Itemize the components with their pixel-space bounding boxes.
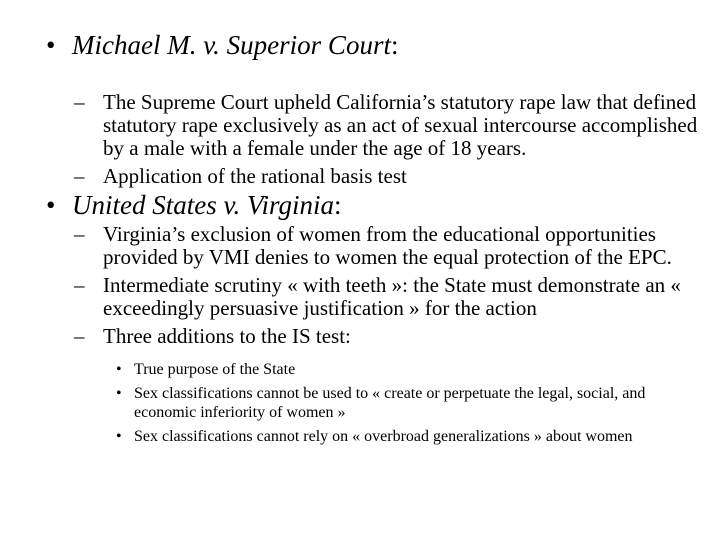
- sub-point: [116, 360, 654, 379]
- point-text: Intermediate scrutiny « with teeth »: the State must demonstrate an « exceedingly persuasive justification » for the action: [103, 273, 681, 320]
- dash-icon: –: [74, 90, 85, 114]
- dash-icon: –: [74, 164, 85, 188]
- bullet-icon: •: [46, 190, 56, 220]
- case-heading: [46, 30, 686, 60]
- dash-icon: –: [74, 324, 85, 348]
- dash-icon: –: [74, 273, 85, 297]
- sub-point-text: Sex classifications cannot be used to « create or perpetuate the legal, social, and economic inferiority of women »: [134, 385, 646, 421]
- sub-point: [116, 384, 654, 422]
- case-point: [74, 274, 703, 320]
- title-colon: :: [333, 190, 342, 220]
- title-colon: :: [390, 30, 399, 60]
- bullet-icon: •: [116, 385, 122, 402]
- bullet-icon: •: [116, 428, 122, 445]
- dash-icon: –: [74, 222, 85, 246]
- bullet-icon: •: [116, 361, 122, 378]
- point-text: The Supreme Court upheld California’s statutory rape law that defined statutory rape exclusively as an act of sexual intercourse accomplished by a male with a female under the age of 18 years.: [103, 90, 698, 160]
- sub-point: [116, 427, 654, 446]
- case-title: United States v. Virginia: [72, 190, 334, 220]
- case-title: Michael M. v. Superior Court: [72, 30, 391, 60]
- point-text: Application of the rational basis test: [103, 164, 407, 188]
- case-point: [74, 325, 703, 348]
- case-united-states-v-virginia: [46, 190, 686, 446]
- sub-point-text: Sex classifications cannot rely on « overbroad generalizations » about women: [134, 428, 633, 445]
- case-point: [74, 223, 703, 269]
- point-text: Three additions to the IS test:: [103, 324, 351, 348]
- case-point: [74, 165, 703, 188]
- case-point: [74, 91, 703, 160]
- case-michael-m: [46, 30, 698, 188]
- case-heading: [46, 190, 686, 220]
- bullet-icon: •: [46, 30, 56, 60]
- point-text: Virginia’s exclusion of women from the educational opportunities provided by VMI denies to women the equal protection of the EPC.: [103, 222, 672, 269]
- sub-point-text: True purpose of the State: [134, 361, 296, 378]
